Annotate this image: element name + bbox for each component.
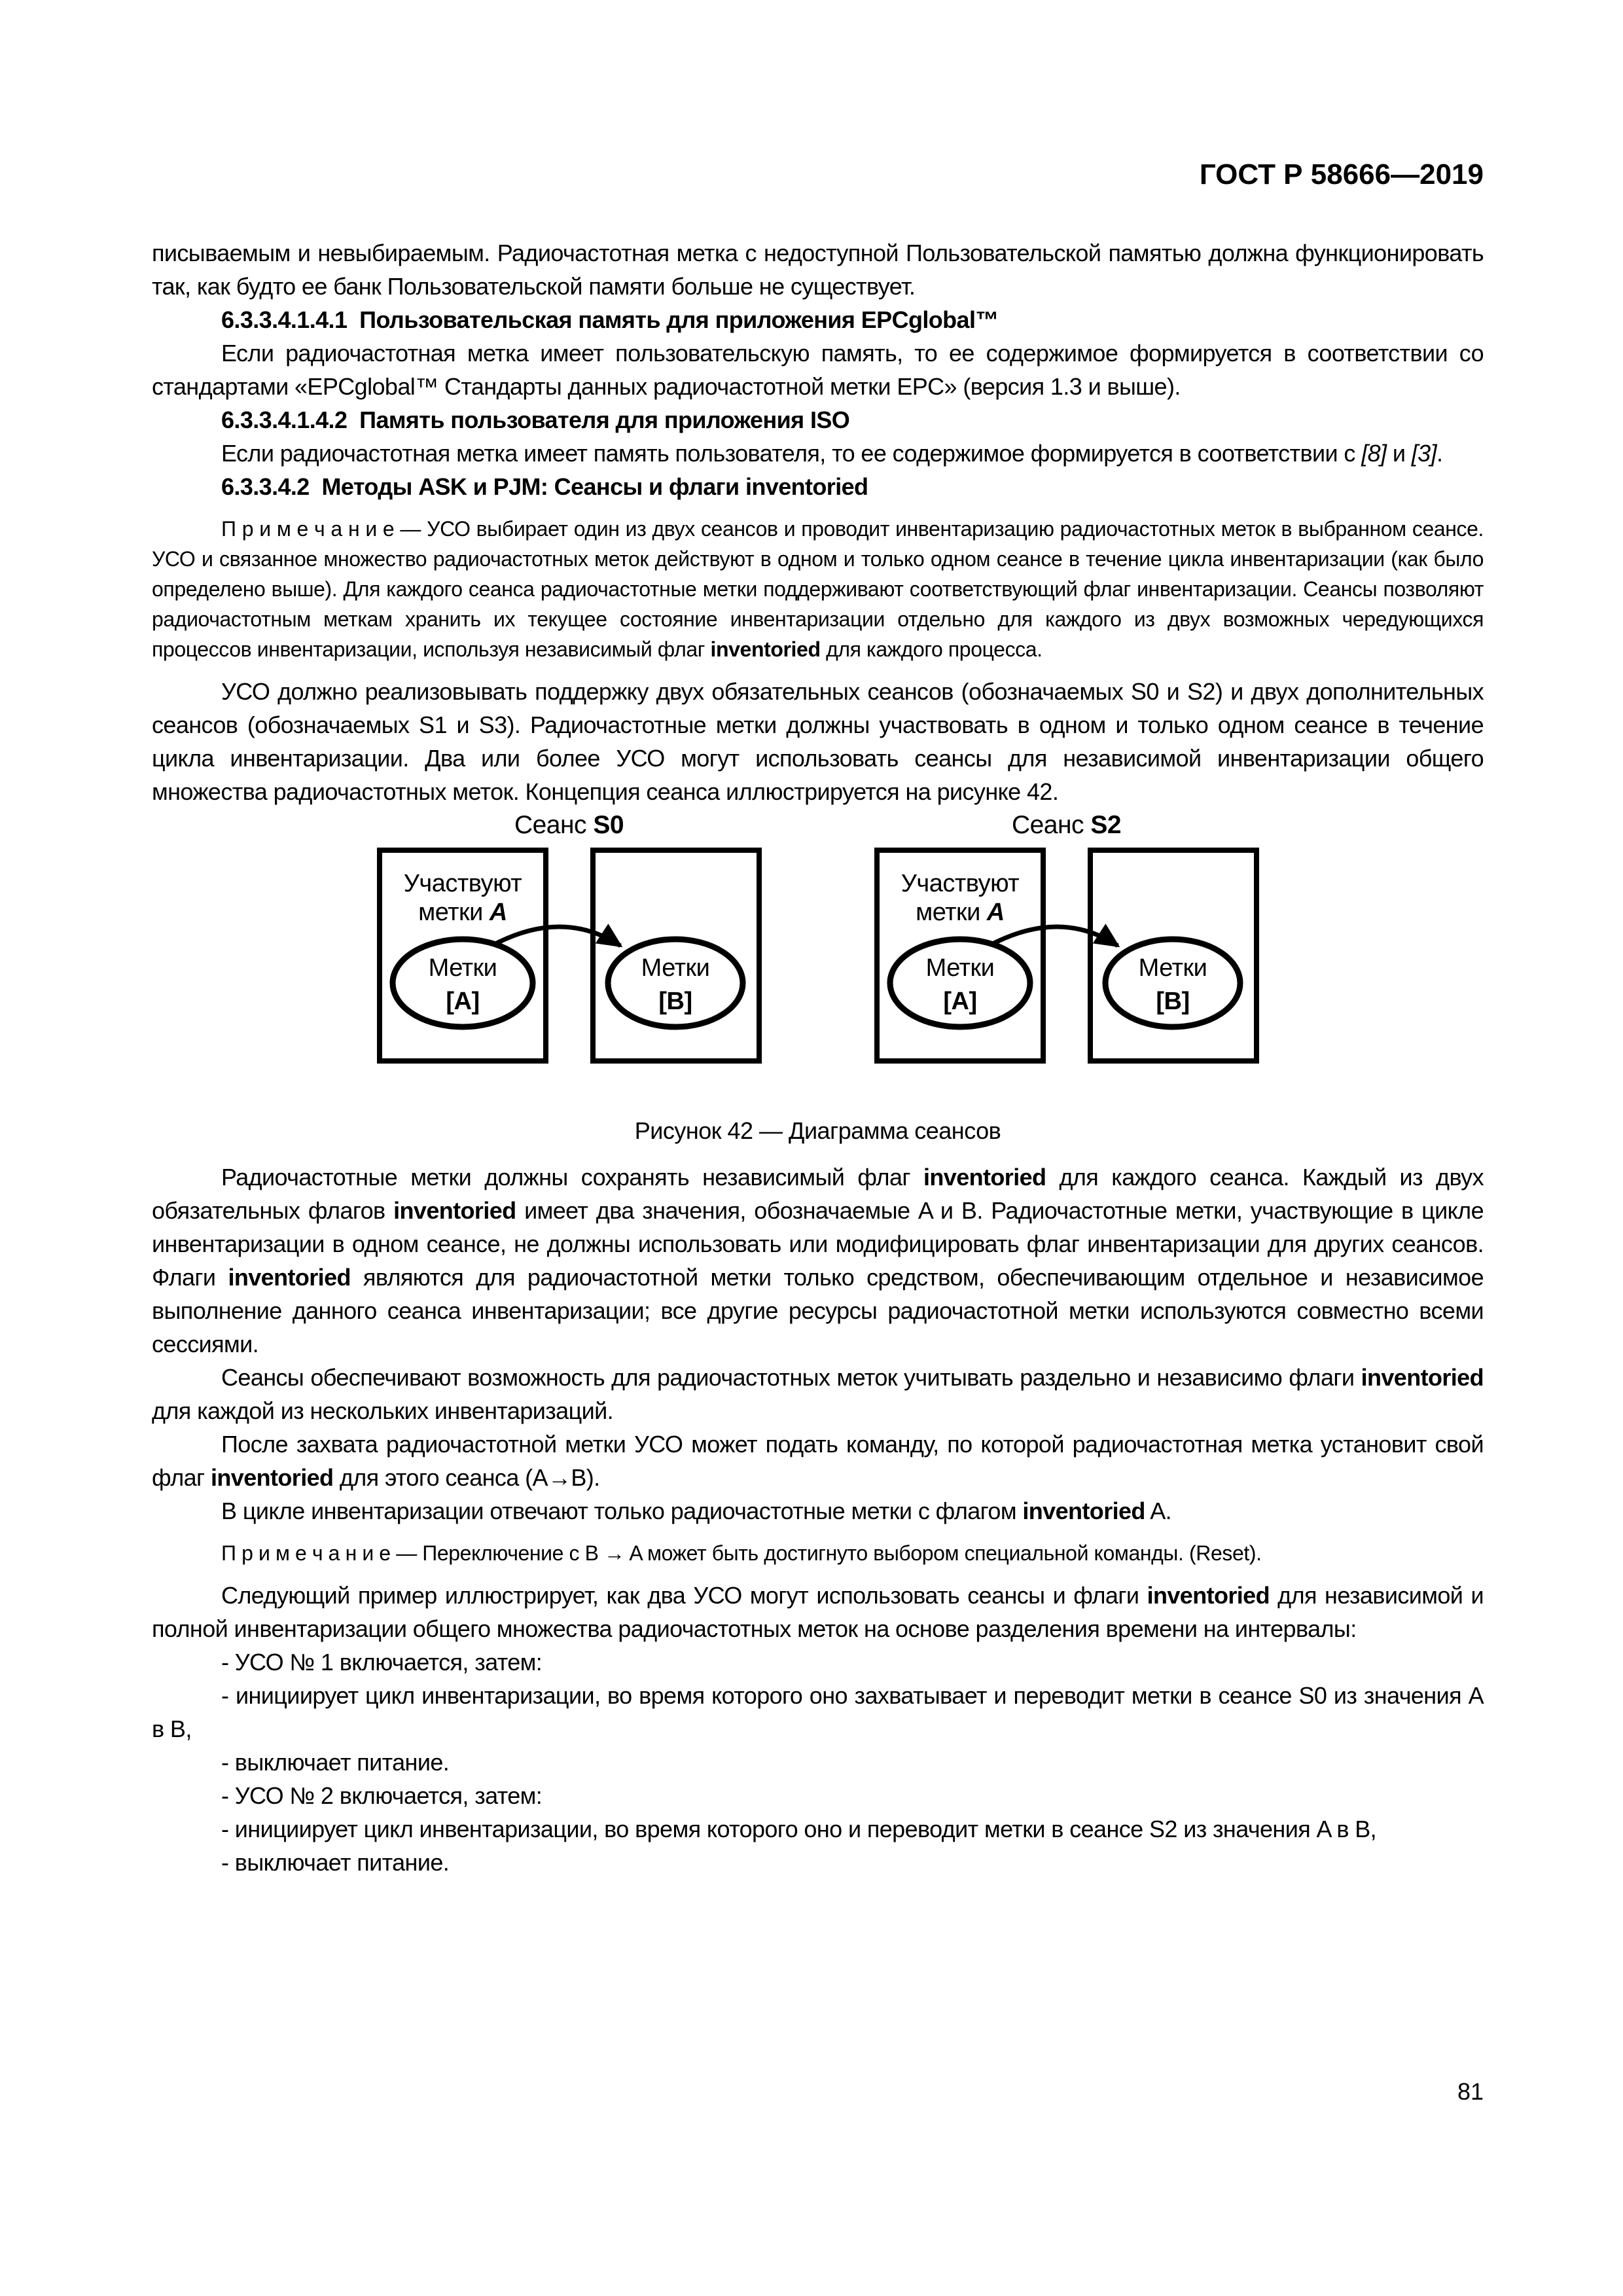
paragraph-epc-user-memory: Если радиочастотная метка имеет пользовательскую память, то ее содержимое формируется в соответствии со стандартами «EPCglobal™ Стандарты данных радиочастотной метки EPC» (версия 1.3 и выше). [152, 340, 1484, 400]
a-to-b-arrow [494, 927, 620, 946]
inventoried-term: inventoried [923, 1164, 1046, 1191]
list-item: - инициирует цикл инвентаризации, во время которого оно захватывает и переводит метки в сеансе S0 из значения A в B, [152, 1682, 1484, 1742]
session-title-text: Сеанс [1011, 811, 1091, 839]
tags-a-value: [A] [445, 988, 480, 1015]
tags-a-label: Метки [925, 954, 994, 982]
list-item: - УСО № 1 включается, затем: [221, 1649, 543, 1676]
participate-text: метки [418, 899, 490, 926]
tags-a-value: [A] [942, 988, 977, 1015]
reference-8: [8] [1361, 440, 1387, 467]
participate-label-line1: Участвуют [901, 870, 1019, 897]
participate-label-line2 [418, 899, 507, 926]
note-reset: П р и м е ч а н и е — Переключение с B → A может быть достигнуто выбором специальной команды. (Reset). [221, 1541, 1262, 1565]
figure-groups [152, 811, 1484, 1064]
text-segment: имеет два значения, обозначаемые A и B. Радиочастотные метки, участвующие в цикле инвентаризации в одном сеансе, не должны использовать или модифицировать флаг инвентаризации для других сеансов. Флаги [152, 1197, 1484, 1291]
text-segment: A. [1145, 1498, 1172, 1524]
participate-text: метки [915, 899, 987, 926]
inventoried-term: inventoried [710, 637, 821, 661]
session-s2-title [874, 811, 1259, 840]
inventoried-term: inventoried [393, 1197, 516, 1224]
paragraph-inventoried-flags [152, 1160, 1484, 1361]
inventoried-term: inventoried [1022, 1498, 1145, 1524]
text-segment: для этого сеанса (A→B). [333, 1464, 600, 1491]
reference-3: [3] [1411, 440, 1436, 467]
flag-a-letter: A [489, 899, 507, 926]
text-segment: и [1386, 440, 1412, 467]
heading-6-3-3-4-2: 6.3.3.4.2 Методы ASK и PJM: Сеансы и флаги inventoried [221, 473, 868, 500]
tags-b-value: [B] [1155, 988, 1190, 1015]
text-segment: Радиочастотные метки должны сохранять независимый флаг [221, 1164, 923, 1191]
list-item: - УСО № 2 включается, затем: [221, 1782, 543, 1809]
inventoried-term: inventoried [1361, 1364, 1484, 1391]
note-sessions [152, 514, 1484, 664]
session-s0-diagram [377, 848, 762, 1064]
figure-caption: Рисунок 42 — Диаграмма сеансов [634, 1117, 1001, 1144]
session-s0-title [377, 811, 762, 840]
session-title-text: Сеанс [514, 811, 594, 839]
document-title: ГОСТ Р 58666—2019 [1199, 158, 1484, 190]
paragraph-iso-user-memory [152, 437, 1484, 470]
paragraph-example-intro [152, 1579, 1484, 1645]
paragraph-sessions-provide [152, 1361, 1484, 1427]
participate-label-line1: Участвуют [403, 870, 522, 897]
participate-label-line2 [916, 899, 1005, 926]
text-segment: являются для радиочастотной метки только средством, обеспечивающим отдельное и независимое выполнение данного сеанса инвентаризации; все другие ресурсы радиочастотной метки используются совместно всеми сессиями. [152, 1264, 1484, 1357]
text-segment: для независимой и полной инвентаризации общего множества радиочастотных меток на основе разделения времени на интервалы: [152, 1582, 1484, 1642]
session-s0-group [377, 811, 762, 1064]
inventoried-term: inventoried [211, 1464, 334, 1491]
paragraph-after-capture [152, 1427, 1484, 1494]
flag-a-letter: A [986, 899, 1005, 926]
heading-6-3-3-4-1-4-2: 6.3.3.4.1.4.2 Память пользователя для приложения ISO [221, 406, 850, 433]
text-segment: В цикле инвентаризации отвечают только радиочастотные метки с флагом [221, 1498, 1023, 1524]
a-to-b-arrow [991, 927, 1118, 946]
session-s2-diagram [874, 848, 1259, 1064]
paragraph-inventory-cycle [152, 1494, 1484, 1528]
tags-b-label: Метки [1138, 954, 1207, 982]
text-segment: После захвата радиочастотной метки УСО может подать команду, по которой радиочастотная метка установит свой флаг [152, 1431, 1484, 1491]
text-segment: Следующий пример иллюстрирует, как два УСО могут использовать сеансы и флаги [221, 1582, 1147, 1609]
text-segment: для каждого сеанса. Каждый из двух обязательных флагов [152, 1164, 1484, 1224]
list-item: - выключает питание. [221, 1749, 450, 1776]
text-segment: Сеансы обеспечивают возможность для радиочастотных меток учитывать раздельно и независимо флаги [221, 1364, 1361, 1391]
inventoried-term: inventoried [1147, 1582, 1270, 1609]
session-id: S2 [1090, 811, 1122, 839]
tags-b-label: Метки [641, 954, 709, 982]
tags-a-label: Метки [428, 954, 497, 982]
inventoried-term: inventoried [228, 1264, 351, 1291]
list-item: - инициирует цикл инвентаризации, во время которого оно и переводит метки в сеансе S2 из значения A в B, [221, 1816, 1377, 1842]
text-segment: . [1436, 440, 1443, 467]
session-id: S0 [593, 811, 624, 839]
list-item: - выключает питание. [221, 1849, 450, 1876]
text-segment: Если радиочастотная метка имеет память пользователя, то ее содержимое формируется в соответствии с [221, 440, 1362, 467]
session-s2-group [874, 811, 1259, 1064]
text-segment: для каждой из нескольких инвентаризаций. [152, 1397, 614, 1424]
figure-42 [152, 811, 1484, 1146]
paragraph-sessions-support: УСО должно реализовывать поддержку двух обязательных сеансов (обозначаемых S0 и S2) и двух дополнительных сеансов (обозначаемых S1 и S3). Радиочастотные метки должны участвовать в одном и только одном сеансе в течение цикла инвентаризации. Два или более УСО могут использовать сеансы для независимой инвентаризации общего множества радиочастотных меток. Концепция сеанса иллюстрируется на рисунке 42. [152, 678, 1484, 805]
note-text: П р и м е ч а н и е — УСО выбирает один из двух сеансов и проводит инвентаризацию радиочастотных меток в выбранном сеансе. УСО и связанное множество радиочастотных меток действуют в одном и только одном сеансе в течение цикла инвентаризации (как было определено выше). Для каждого сеанса радиочастотные метки поддерживают соответствующий флаг инвентаризации. Сеансы позволяют радиочастотным меткам хранить их текущее состояние инвентаризации отдельно для каждого из двух возможных чередующихся процессов инвентаризации, используя независимый флаг [152, 517, 1484, 661]
paragraph-continued: писываемым и невыбираемым. Радиочастотная метка с недоступной Пользовательской памятью должна функционировать так, как будто ее банк Пользовательской памяти больше не существует. [152, 240, 1484, 300]
note-text: для каждого процесса. [820, 637, 1043, 661]
heading-6-3-3-4-1-4-1: 6.3.3.4.1.4.1 Пользовательская память для приложения EPCglobal™ [221, 306, 999, 333]
page-number: 81 [1457, 2078, 1484, 2105]
tags-b-value: [B] [658, 988, 692, 1015]
